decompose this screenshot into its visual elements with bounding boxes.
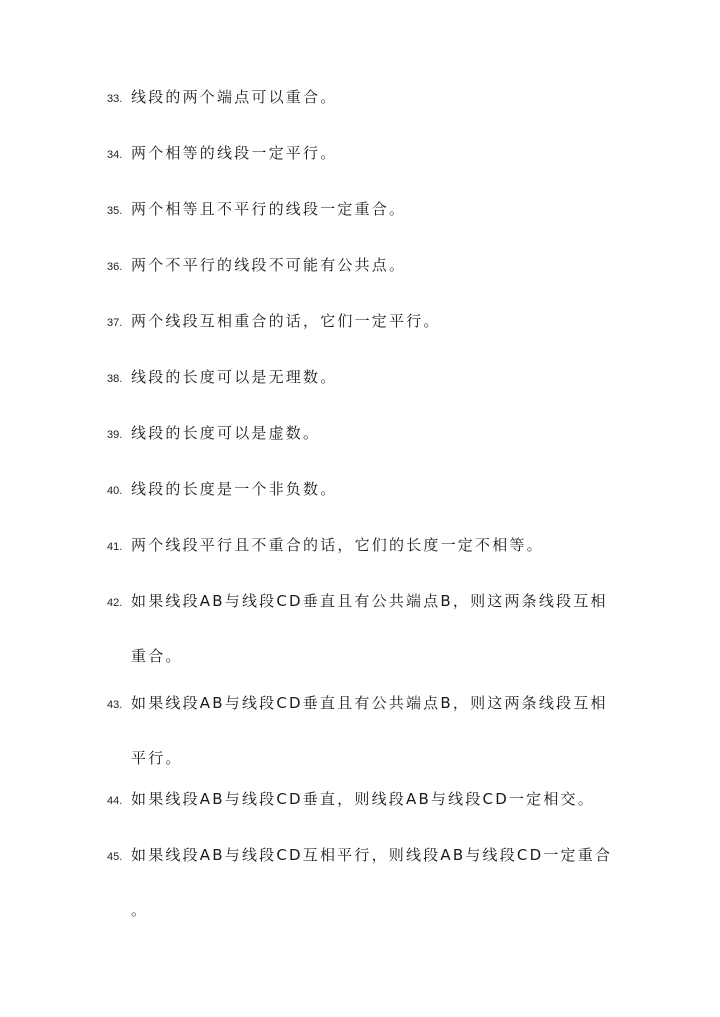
item-number: 36.	[107, 261, 123, 273]
list-item	[107, 198, 647, 226]
item-text: 线段的长度可以是虚数。	[131, 424, 321, 442]
item-text: 两个线段互相重合的话，它们一定平行。	[131, 312, 441, 330]
list-item	[107, 478, 647, 506]
item-text: 线段的两个端点可以重合。	[131, 88, 338, 106]
list-item	[107, 788, 647, 816]
list-item	[107, 254, 647, 282]
item-number: 38.	[107, 373, 123, 385]
item-number: 35.	[107, 205, 123, 217]
list-item	[107, 366, 647, 394]
item-number: 37.	[107, 317, 123, 329]
item-text: 如果线段AB与线段CD垂直，则线段AB与线段CD一定相交。	[131, 790, 595, 808]
item-number: 45.	[107, 851, 123, 863]
item-text: 两个线段平行且不重合的话，它们的长度一定不相等。	[131, 536, 544, 554]
list-item	[107, 86, 647, 114]
item-number: 43.	[107, 699, 123, 711]
list-item	[107, 590, 647, 673]
item-text-continuation: 重合。	[131, 647, 183, 665]
item-number: 41.	[107, 541, 123, 553]
item-number: 33.	[107, 93, 123, 105]
item-number: 42.	[107, 597, 123, 609]
item-number: 39.	[107, 429, 123, 441]
list-item	[107, 310, 647, 338]
item-text: 两个不平行的线段不可能有公共点。	[131, 256, 407, 274]
item-text: 线段的长度可以是无理数。	[131, 368, 338, 386]
item-number: 44.	[107, 795, 123, 807]
item-text-continuation: 平行。	[131, 749, 183, 767]
item-text-continuation: 。	[131, 901, 149, 919]
item-text: 如果线段AB与线段CD垂直且有公共端点B，则这两条线段互相	[131, 592, 608, 610]
list-item	[107, 534, 647, 562]
item-number: 40.	[107, 485, 123, 497]
item-text: 两个相等的线段一定平行。	[131, 144, 338, 162]
item-number: 34.	[107, 149, 123, 161]
list-item	[107, 844, 647, 927]
list-item	[107, 422, 647, 450]
item-text: 两个相等且不平行的线段一定重合。	[131, 200, 407, 218]
list-item	[107, 142, 647, 170]
item-text: 线段的长度是一个非负数。	[131, 480, 338, 498]
item-text: 如果线段AB与线段CD互相平行，则线段AB与线段CD一定重合	[131, 846, 613, 864]
item-text: 如果线段AB与线段CD垂直且有公共端点B，则这两条线段互相	[131, 694, 608, 712]
list-item	[107, 692, 647, 775]
